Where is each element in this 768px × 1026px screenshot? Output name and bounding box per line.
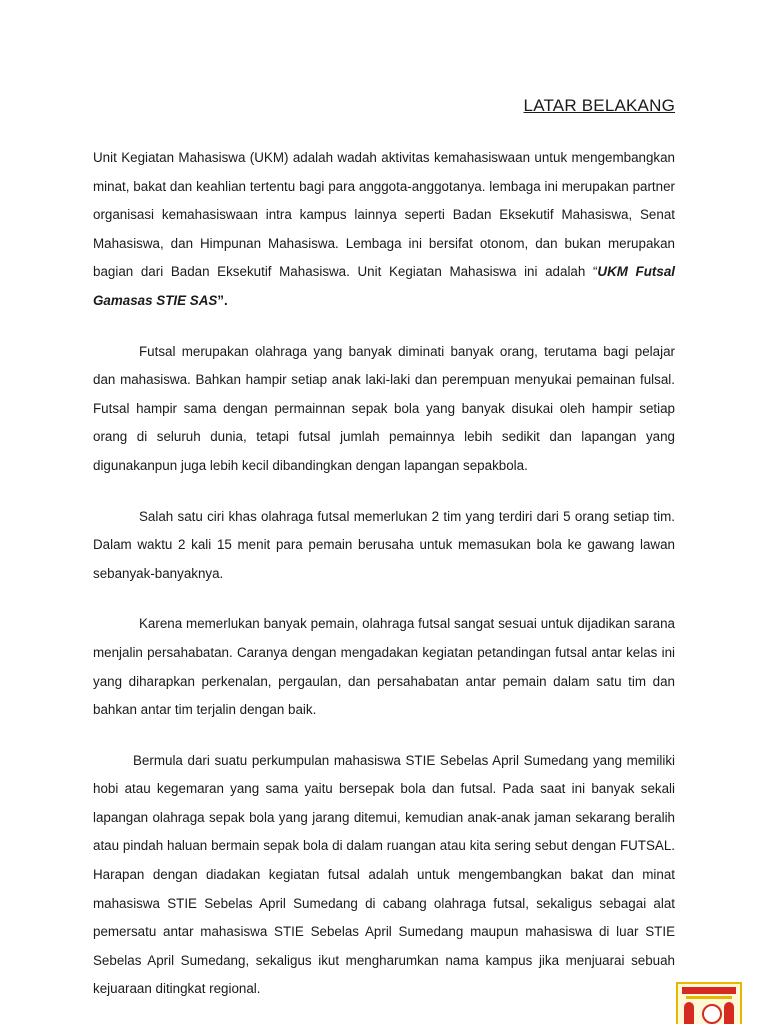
logo-player-icon bbox=[724, 1002, 734, 1024]
ukm-name-closing: ”. bbox=[217, 292, 228, 308]
logo-banner-icon bbox=[682, 987, 736, 994]
paragraph-history: Bermula dari suatu perkumpulan mahasiswa STIE Sebelas April Sumedang yang memiliki hobi atau kegemaran yang sama yaitu bersepak bola dan futsal. Pada saat ini banyak sekali lapangan olahraga sepak bola yang jarang ditemui, kemudian anak-anak jaman sekarang beralih atau pindah haluan bermain sepak bola di dalam ruangan atau kita sering sebut dengan FUTSAL. Harapan dengan diadakan kegiatan futsal adalah untuk mengembangkan bakat dan minat mahasiswa STIE Sebelas April Sumedang di cabang olahraga futsal, sekaligus sebagai alat pemersatu antar mahasiswa STIE Sebelas April Sumedang maupun mahasiswa di luar STIE Sebelas April Sumedang, sekaligus ikut mengharumkan nama kampus jika menjuarai sebuah kejuaraan ditingkat regional. bbox=[93, 752, 675, 997]
paragraph-ukm-text: Unit Kegiatan Mahasiswa (UKM) adalah wadah aktivitas kemahasiswaan untuk mengembangkan minat, bakat dan keahlian tertentu bagi para anggota-anggotanya. lembaga ini merupakan partner organisasi kemahasiswaan intra kampus lainnya seperti Badan Eksekutif Mahasiswa, Senat Mahasiswa, dan Himpunan Mahasiswa. Lembaga ini bersifat otonom, dan bukan merupakan bagian dari Badan Eksekutif Mahasiswa. Unit Kegiatan Mahasiswa ini adalah “ bbox=[93, 150, 675, 280]
ukm-name-emphasis: UKM Futsal Gamasas STIE SAS bbox=[93, 264, 675, 308]
futsal-club-logo bbox=[676, 982, 742, 1024]
page-title: LATAR BELAKANG bbox=[523, 96, 675, 115]
paragraph-friendship: Karena memerlukan banyak pemain, olahraga futsal sangat sesuai untuk dijadikan sarana menjalin persahabatan. Caranya dengan mengadakan kegiatan petandingan futsal antar kelas ini yang diharapkan perkenalan, pergaulan, dan persahabatan antar pemain dalam satu tim dan bahkan antar tim terjalin dengan baik. bbox=[93, 616, 675, 718]
logo-stripe-icon bbox=[686, 996, 732, 999]
paragraph-ukm bbox=[93, 144, 675, 316]
logo-player-icon bbox=[684, 1002, 694, 1024]
logo-ball-icon bbox=[702, 1004, 722, 1024]
paragraph-futsal-intro: Futsal merupakan olahraga yang banyak diminati banyak orang, terutama bagi pelajar dan mahasiswa. Bahkan hampir setiap anak laki-laki dan perempuan menyukai pemainan fulsal. Futsal hampir sama dengan permainnan sepak bola yang banyak disukai oleh hampir setiap orang di seluruh dunia, tetapi futsal jumlah pemainnya lebih sedikit dan lapangan yang digunakanpun juga lebih kecil dibandingkan dengan lapangan sepakbola. bbox=[93, 343, 675, 473]
paragraph-futsal-rules: Salah satu ciri khas olahraga futsal memerlukan 2 tim yang terdiri dari 5 orang setiap tim. Dalam waktu 2 kali 15 menit para pemain berusaha untuk memasukan bola ke gawang lawan sebanyak-banyaknya. bbox=[93, 508, 675, 581]
document-page bbox=[93, 96, 675, 1026]
